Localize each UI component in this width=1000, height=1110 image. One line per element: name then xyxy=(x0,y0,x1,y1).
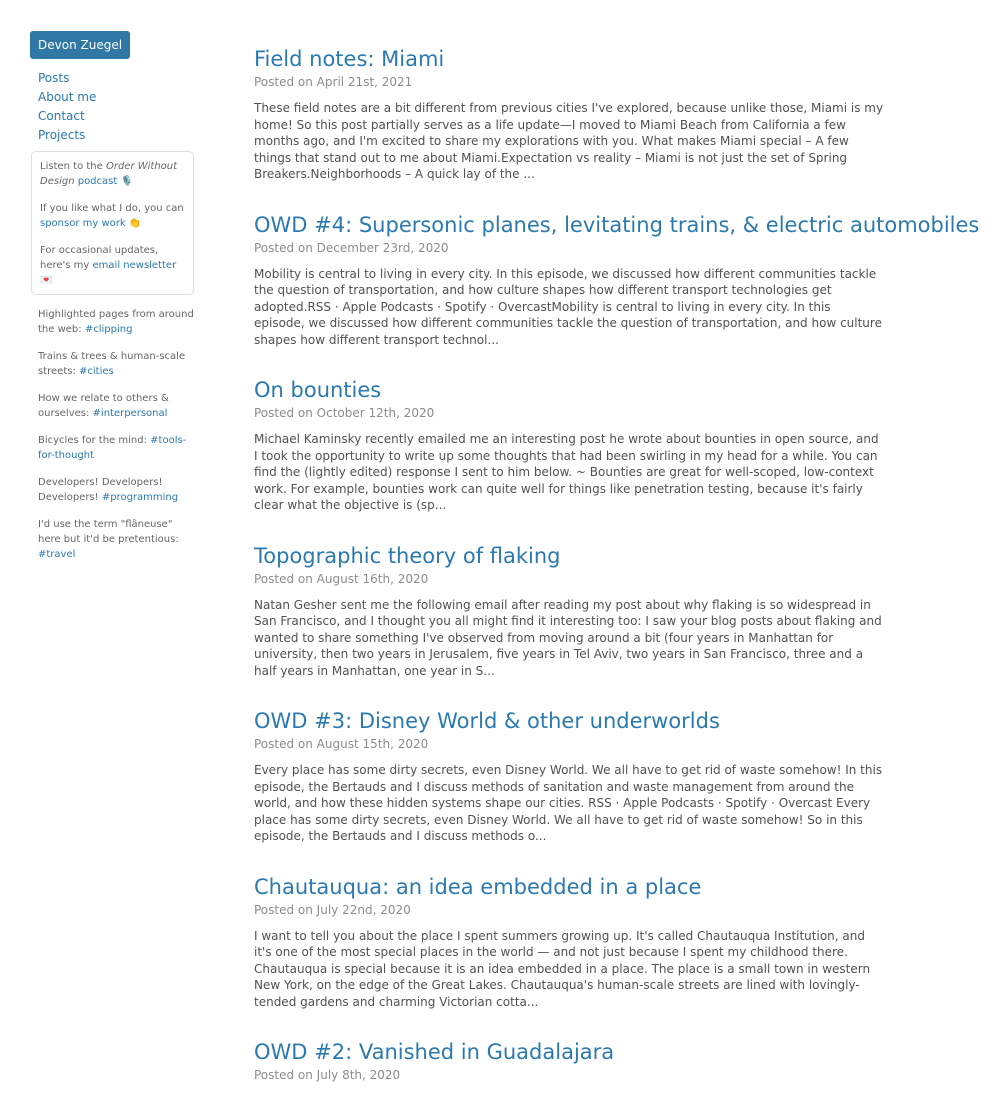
nav-link-projects[interactable]: Projects xyxy=(38,128,86,142)
tag-item xyxy=(38,433,195,463)
post-excerpt: These field notes are a bit different from previous cities I've explored, because unlike those, Miami is my home! So this post partially serves as a life update—I moved to Miami Beach from California a few months ago, and I'm excited to share my explorations with you. What makes Miami special – A few things that stand out to me about Miami.Expectation vs reality – Miami is not just the set of Spring Breakers.Neighborhoods – A quick lay of the ... xyxy=(254,101,884,181)
post-item xyxy=(254,375,884,514)
microphone-icon: 🎙️ xyxy=(120,176,133,187)
sponsor-promo xyxy=(40,201,185,231)
post-excerpt: Mobility is central to living in every city. In this episode, we discussed how different communities tackle the question of transportation, and how culture shapes how different transport technologies get adopted.RSS · Apple Podcasts · Spotify · OvercastMobility is central to living in every city. In this episode, we discussed how different communities tackle the question of transportation, and how culture shapes how different transport technol... xyxy=(254,266,882,347)
post-date: Posted on July 8th, 2020 xyxy=(254,1068,401,1082)
post-item xyxy=(254,1037,884,1083)
podcast-link[interactable]: podcast xyxy=(77,176,118,187)
post-excerpt: Natan Gesher sent me the following email after reading my post about why flaking is so widespread in San Francisco, and I thought you all might find it interesting too: I saw your blog posts about flaking and wanted to share something I've observed from moving around a bit (four years in Manhattan for university, then two years in Jerusalem, five years in Tel Aviv, two years in San Francisco, three and a half years in Manhattan, one year in S... xyxy=(254,597,882,678)
tag-item xyxy=(38,475,195,505)
post-excerpt: I want to tell you about the place I spent summers growing up. It's called Chautauqua Institution, and it's one of the most special places in the world — and not just because I spent my childhood there. Chautauqua is special because it is an idea embedded in a place. The place is a small town in western New York, on the edge of the Great Lakes. Chautauqua's human-scale streets are lined with lovingly-tended gardens and charming Victorian cotta... xyxy=(254,928,871,1009)
post-item xyxy=(254,210,980,349)
tag-item xyxy=(38,517,195,562)
tag-link-cities[interactable]: #cities xyxy=(79,366,114,377)
promo-box xyxy=(31,151,194,295)
post-title-link[interactable]: OWD #3: Disney World & other underworlds xyxy=(254,709,720,733)
post-title-link[interactable]: Field notes: Miami xyxy=(254,47,445,71)
newsletter-link[interactable]: email newsletter xyxy=(92,260,177,271)
nav-link-about-me[interactable]: About me xyxy=(38,90,97,104)
sidebar-nav xyxy=(30,69,195,145)
post-item xyxy=(254,872,884,1011)
tag-description: Developers! Developers! Developers! xyxy=(38,477,163,503)
tag-description: Bicycles for the mind: xyxy=(38,435,151,446)
podcast-promo xyxy=(40,159,185,189)
post-date: Posted on December 23rd, 2020 xyxy=(254,240,449,255)
tag-description: Highlighted pages from around the web: xyxy=(38,309,194,335)
love-letter-icon: 💌 xyxy=(40,275,53,286)
post-title-link[interactable]: Topographic theory of flaking xyxy=(254,543,561,568)
nav-link-posts[interactable]: Posts xyxy=(38,71,70,85)
post-excerpt: Michael Kaminsky recently emailed me an interesting post he wrote about bounties in open source, and I took the opportunity to write up some thoughts that had been swirling in my head for a while. You can find the (lightly edited) response I sent to him below. ~ Bounties are great for well-scoped, low-context work. For example, bounties work can quite well for things like penetration testing, because it's fairly clear what the objective is (sp... xyxy=(254,432,879,512)
post-title-link[interactable]: On bounties xyxy=(254,378,382,402)
site-brand-link[interactable]: Devon Zuegel xyxy=(30,31,130,59)
post-item xyxy=(254,706,884,845)
tag-link-interpersonal[interactable]: #interpersonal xyxy=(92,408,168,419)
tag-description: Trains & trees & human-scale streets: xyxy=(38,351,186,377)
tag-link-travel[interactable]: #travel xyxy=(38,549,76,560)
post-title-link[interactable]: Chautauqua: an idea embedded in a place xyxy=(254,874,702,899)
post-item xyxy=(254,541,884,680)
newsletter-promo-text: For occasional updates, here's my xyxy=(40,245,159,271)
tag-description: I'd use the term "flâneuse" here but it'd be pretentious: xyxy=(38,519,179,545)
nav-link-contact[interactable]: Contact xyxy=(38,109,85,123)
sponsor-link[interactable]: sponsor my work xyxy=(40,218,126,229)
tag-item xyxy=(38,349,195,379)
tag-list xyxy=(30,307,195,562)
clapping-hands-icon: 👏 xyxy=(128,218,142,229)
post-excerpt: Every place has some dirty secrets, even Disney World. We all have to get rid of waste somehow! In this episode, the Bertauds and I discuss methods of sanitation and waste management from around the world, and how these hidden systems shape our cities. RSS · Apple Podcasts · Spotify · Overcast Every place has some dirty secrets, even Disney World. We all have to get rid of waste somehow! So in this episode, the Bertauds and I discuss methods o... xyxy=(254,763,883,843)
podcast-title: Order Without Design xyxy=(40,161,178,187)
post-date: Posted on October 12th, 2020 xyxy=(254,406,435,420)
sidebar xyxy=(30,31,195,574)
post-title-link[interactable]: OWD #2: Vanished in Guadalajara xyxy=(254,1040,615,1064)
post-date: Posted on April 21st, 2021 xyxy=(254,75,413,89)
tag-link-programming[interactable]: #programming xyxy=(101,492,179,503)
tag-link-clipping[interactable]: #clipping xyxy=(84,324,133,335)
post-date: Posted on August 15th, 2020 xyxy=(254,737,429,751)
tag-description: How we relate to others & ourselves: xyxy=(38,393,169,419)
tag-item xyxy=(38,307,195,337)
tag-link-tools-for-thought[interactable]: #tools-for-thought xyxy=(38,435,187,461)
sponsor-promo-text: If you like what I do, you can xyxy=(40,203,184,214)
tag-item xyxy=(38,391,195,421)
post-date: Posted on July 22nd, 2020 xyxy=(254,902,411,917)
newsletter-promo xyxy=(40,243,185,288)
post-title-link[interactable]: OWD #4: Supersonic planes, levitating trains, & electric automobiles xyxy=(254,212,980,237)
post-item xyxy=(254,44,884,183)
podcast-promo-text: Listen to the xyxy=(40,161,106,172)
post-list xyxy=(254,44,980,1110)
post-date: Posted on August 16th, 2020 xyxy=(254,571,429,586)
